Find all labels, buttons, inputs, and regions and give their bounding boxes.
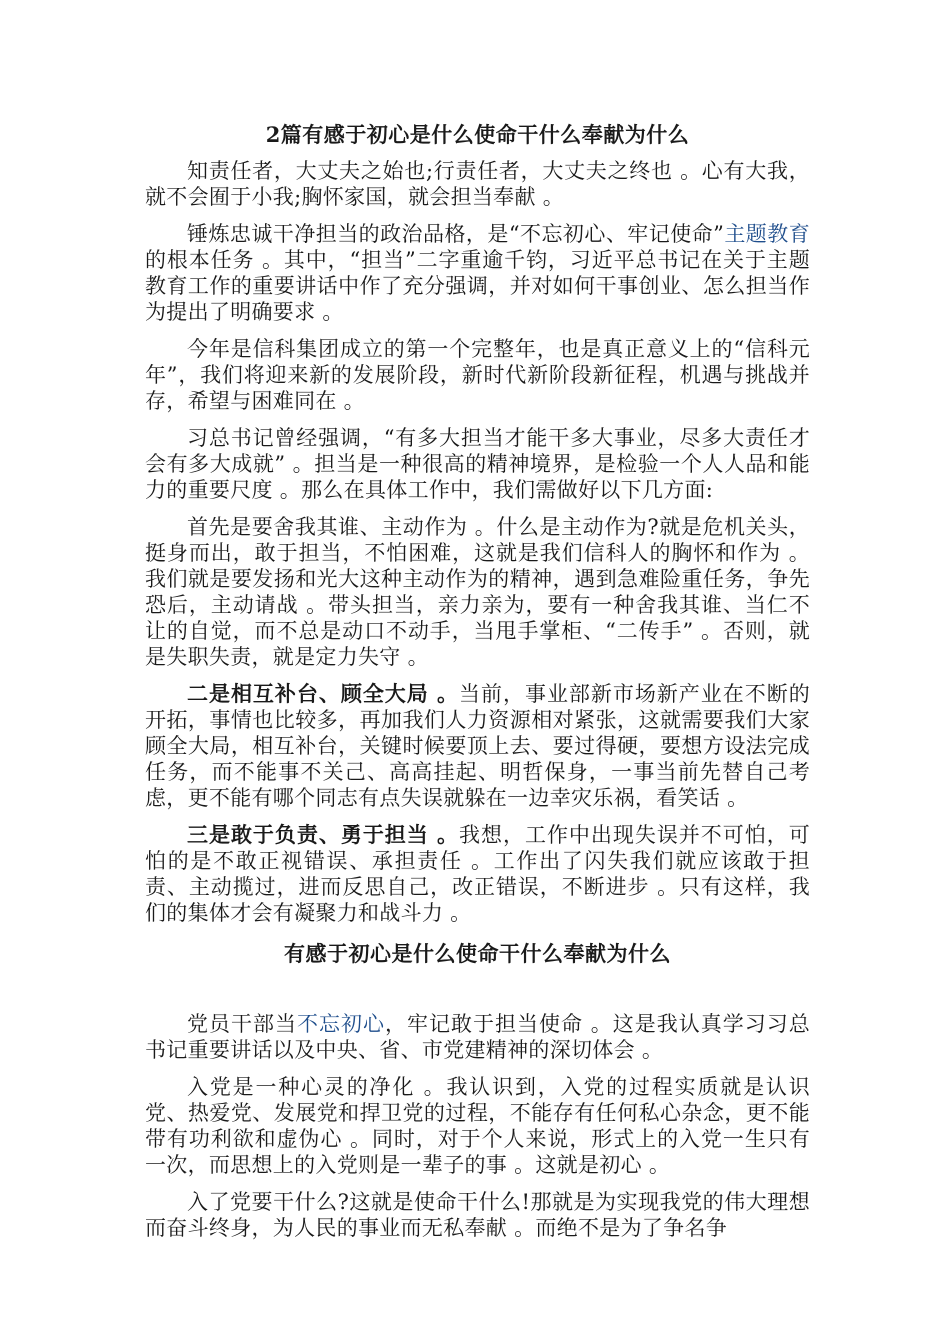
paragraph-8-text-b: ，牢记敢于担当使命 。这是我认真学习习总书记重要讲话以及中央、省、市党建精神的深切体会 。 <box>145 1012 811 1062</box>
paragraph-10: 入了党要干什么?这就是使命干什么!那就是为实现我党的伟大理想而奋斗终身，为人民的事业而无私奉献 。而绝不是为了争名争 <box>145 1190 810 1240</box>
paragraph-3: 今年是信科集团成立的第一个完整年，也是真正意义上的“信科元年”，我们将迎来新的发展阶段，新时代新阶段新征程，机遇与挑战并存，希望与困难同在 。 <box>145 337 810 413</box>
paragraph-2 <box>145 221 810 325</box>
paragraph-9: 入党是一种心灵的净化 。我认识到，入党的过程实质就是认识党、热爱党、发展党和捍卫党的过程，不能存有任何私心杂念，更不能带有功利欲和虚伪心 。同时，对于个人来说，形式上的入党一生只有一次，而思想上的入党则是一辈子的事 。这就是初心 。 <box>145 1075 810 1177</box>
paragraph-2-text-b: 的根本任务 。其中，“担当”二字重逾千钧，习近平总书记在关于主题教育工作的重要讲话中作了充分强调，并对如何干事创业、怎么担当作为提出了明确要求 。 <box>145 248 810 324</box>
paragraph-8-text-a: 党员干部当 <box>187 1012 298 1036</box>
paragraph-4: 习总书记曾经强调，“有多大担当才能干多大事业，尽多大责任才会有多大成就” 。担当是一种很高的精神境界，是检验一个人人品和能力的重要尺度 。那么在具体工作中，我们需做好以下几方面: <box>145 426 810 502</box>
paragraph-7 <box>145 822 810 926</box>
paragraph-6-body: 当前，事业部新市场新产业在不断的开拓，事情也比较多，再加我们人力资源相对紧张，这就需要我们大家顾全大局，相互补台，关键时候要顶上去、要过得硬，要想方设法完成任务，而不能事不关己、高高挂起、明哲保身，一事当前先替自己考虑，更不能有哪个同志有点失误就躲在一边幸灾乐祸，看笑话 。 <box>145 682 810 810</box>
document-title: 2篇有感于初心是什么使命干什么奉献为什么 <box>265 122 690 147</box>
section-title: 有感于初心是什么使命干什么奉献为什么 <box>284 941 671 966</box>
paragraph-6-lead: 二是相互补台、顾全大局 。 <box>187 681 460 706</box>
link-theme-education[interactable]: 主题教育 <box>724 222 810 246</box>
paragraph-7-body: 我想，工作中出现失误并不可怕，可怕的是不敢正视错误、承担责任 。工作出了闪失我们就应该敢于担责、主动揽过，进而反思自己，改正错误，不断进步 。只有这样，我们的集体才会有凝聚力和战斗力 。 <box>145 823 810 925</box>
paragraph-2-text-a: 锤炼忠诚干净担当的政治品格，是“不忘初心、牢记使命” <box>187 222 725 246</box>
paragraph-7-lead: 三是敢于负责、勇于担当 。 <box>187 822 460 847</box>
link-original-aspiration[interactable]: 不忘初心 <box>297 1012 386 1036</box>
paragraph-6 <box>145 681 810 811</box>
document-body <box>145 118 810 1252</box>
paragraph-1: 知责任者，大丈夫之始也;行责任者，大丈夫之终也 。心有大我，就不会囿于小我;胸怀家国，就会担当奉献 。 <box>145 159 810 209</box>
paragraph-5: 首先是要舍我其谁、主动作为 。什么是主动作为?就是危机关头，挺身而出，敢于担当，不怕困难，这就是我们信科人的胸怀和作为 。我们就是要发扬和光大这种主动作为的精神，遇到急难险重任务，争先恐后，主动请战 。带头担当，亲力亲为，要有一种舍我其谁、当仁不让的自觉，而不总是动口不动手，当甩手掌柜、“二传手” 。否则，就是失职失责，就是定力失守 。 <box>145 515 810 669</box>
paragraph-8 <box>145 1011 810 1063</box>
